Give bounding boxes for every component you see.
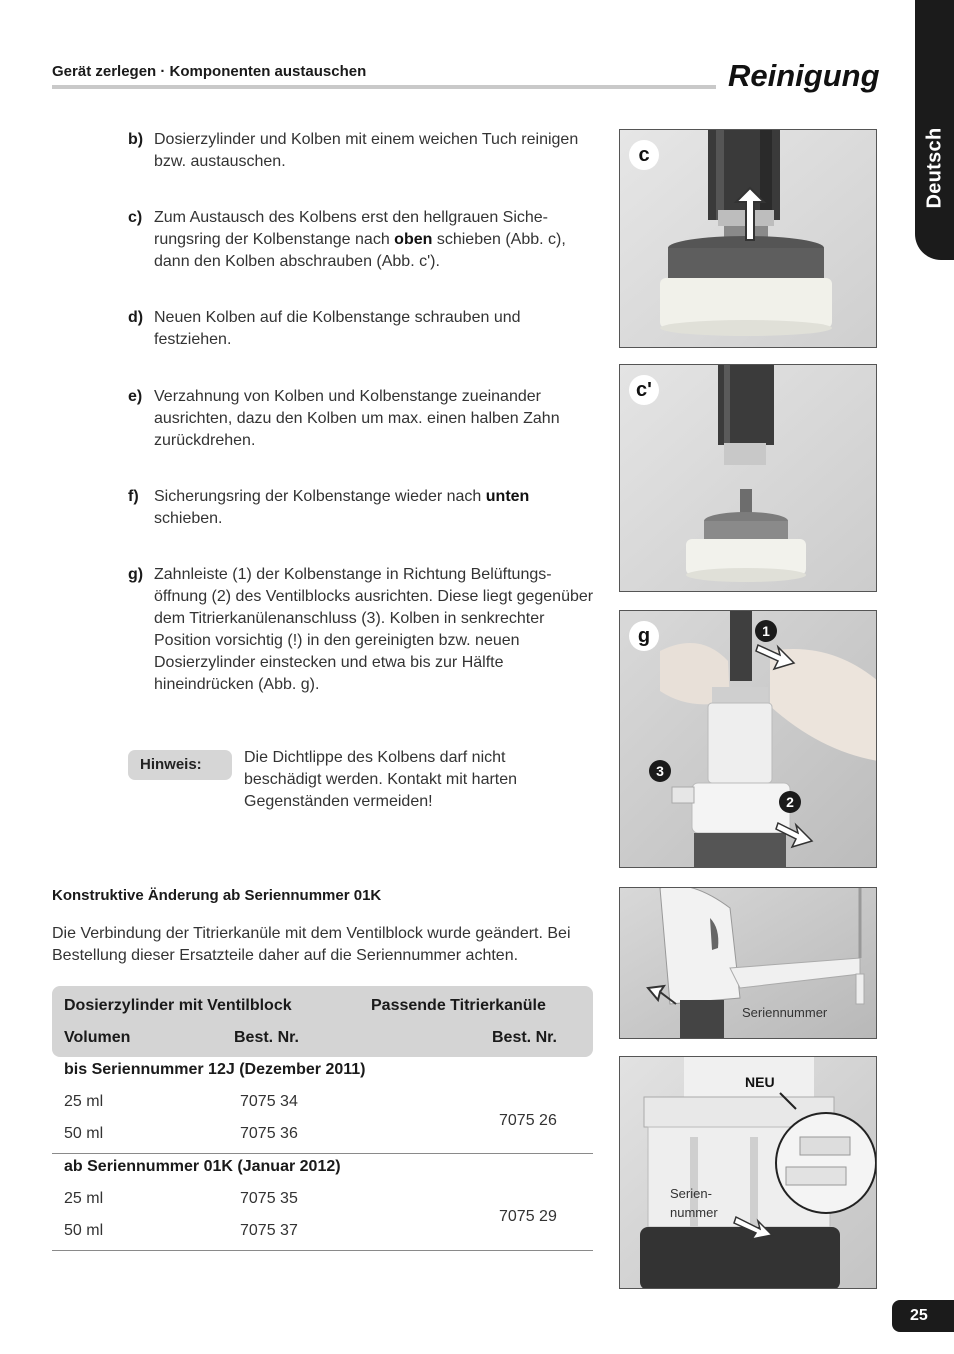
marker-3: 3 (649, 760, 671, 782)
language-tab-label: Deutsch (923, 127, 945, 209)
serial-caption-line2: nummer (670, 1205, 718, 1220)
emphasis: oben (394, 231, 433, 248)
figure-c (619, 129, 877, 348)
step-text: Neuen Kolben auf die Kolbenstange schrauben und festziehen. (154, 309, 521, 348)
table-cell-matching: 7075 29 (499, 1208, 557, 1225)
step-label: d) (128, 309, 144, 326)
table-cell-volume: 50 ml (64, 1222, 104, 1239)
figure-c-illustration (620, 130, 877, 348)
table-group-title: ab Seriennummer 01K (Januar 2012) (64, 1158, 341, 1175)
table-divider (52, 1250, 593, 1251)
table-header-col2: Passende Titrierkanüle (371, 997, 546, 1014)
page-title: Reinigung (728, 58, 880, 93)
table-group-title: bis Seriennummer 12J (Dezember 2011) (64, 1061, 366, 1078)
figure-new (619, 1056, 877, 1289)
step-e (128, 386, 598, 452)
hint-text: Die Dichtlippe des Kolbens darf nicht beschädigt werden. Kontakt mit harten Gegenständen vermeiden! (244, 749, 518, 810)
page-number: 25 (892, 1300, 954, 1332)
figure-c-prime (619, 364, 877, 592)
table-divider (52, 1153, 593, 1154)
figure-g-illustration (620, 611, 877, 868)
language-tab (915, 0, 954, 260)
step-d (128, 307, 598, 351)
table-cell-order: 7075 34 (240, 1093, 298, 1110)
step-text: Dosierzylinder und Kolben mit einem weichen Tuch reinigen bzw. austauschen. (154, 131, 579, 170)
table-cell-volume: 25 ml (64, 1093, 104, 1110)
section-title: Konstruktive Änderung ab Seriennummer 01K (52, 887, 382, 904)
step-label: e) (128, 388, 143, 405)
table-header-volume: Volumen (64, 1029, 131, 1046)
emphasis: unten (485, 488, 530, 505)
step-b (128, 129, 598, 173)
step-label: b) (128, 131, 144, 148)
section-breadcrumb: Gerät zerlegen · Komponenten austauschen (52, 63, 367, 80)
table-cell-volume: 25 ml (64, 1190, 104, 1207)
marker-1: 1 (755, 620, 777, 642)
hint-badge: Hinweis: (128, 750, 232, 780)
table-header-order1: Best. Nr. (234, 1029, 299, 1046)
table-cell-volume: 50 ml (64, 1125, 104, 1142)
table-header-col1: Dosierzylinder mit Ventilblock (64, 997, 292, 1014)
figure-label-c-prime: c' (629, 375, 659, 405)
header-rule (52, 85, 716, 89)
section-text: Die Verbindung der Titrierkanüle mit dem Ventilblock wurde geändert. Bei Bestellung dieser Ersatzteile daher auf die Seriennummer achten. (52, 925, 571, 964)
new-label: NEU (745, 1074, 775, 1090)
marker-2: 2 (779, 791, 801, 813)
serial-caption: Seriennummer (742, 1005, 828, 1020)
step-label: c) (128, 209, 143, 226)
figure-label-g: g (629, 621, 659, 651)
step-text: Verzahnung von Kolben und Kolbenstange zueinander ausrichten, dazu den Kolben um max. einen halben Zahn zurückdrehen. (154, 388, 560, 449)
figure-label-c: c (629, 140, 659, 170)
figure-new-illustration (620, 1057, 877, 1289)
step-text: Zahnleiste (1) der Kolbenstange in Richtung Belüftungs- öffnung (2) des Ventilblocks ausrichten. Diese liegt gegenüber dem Titrierkanülenanschluss (3). Kolben in senkrechter Position vorsichtig (!) in den gereinigten bzw. neuen Dosierzylinder einstecken und etwa bis zur Hälfte hineindrücken (Abb. g). (154, 566, 594, 693)
step-text: Zum Austausch des Kolbens erst den hellgrauen Siche- rungsring der Kolbenstange nach oben schieben (Abb. c), dann den Kolben abschrauben (Abb. c'). (154, 209, 566, 270)
figure-serial-number (619, 887, 877, 1039)
figure-c-prime-illustration (620, 365, 877, 592)
step-c (128, 207, 598, 273)
table-cell-order: 7075 36 (240, 1125, 298, 1142)
step-label: f) (128, 488, 139, 505)
table-cell-order: 7075 35 (240, 1190, 298, 1207)
table-cell-order: 7075 37 (240, 1222, 298, 1239)
table-cell-matching: 7075 26 (499, 1112, 557, 1129)
serial-caption-line1: Serien- (670, 1186, 712, 1201)
figure-g (619, 610, 877, 868)
step-label: g) (128, 566, 144, 583)
table-header-order2: Best. Nr. (492, 1029, 557, 1046)
step-text: Sicherungsring der Kolbenstange wieder nach unten schieben. (154, 488, 530, 527)
step-f (128, 486, 598, 530)
step-g (128, 564, 598, 696)
